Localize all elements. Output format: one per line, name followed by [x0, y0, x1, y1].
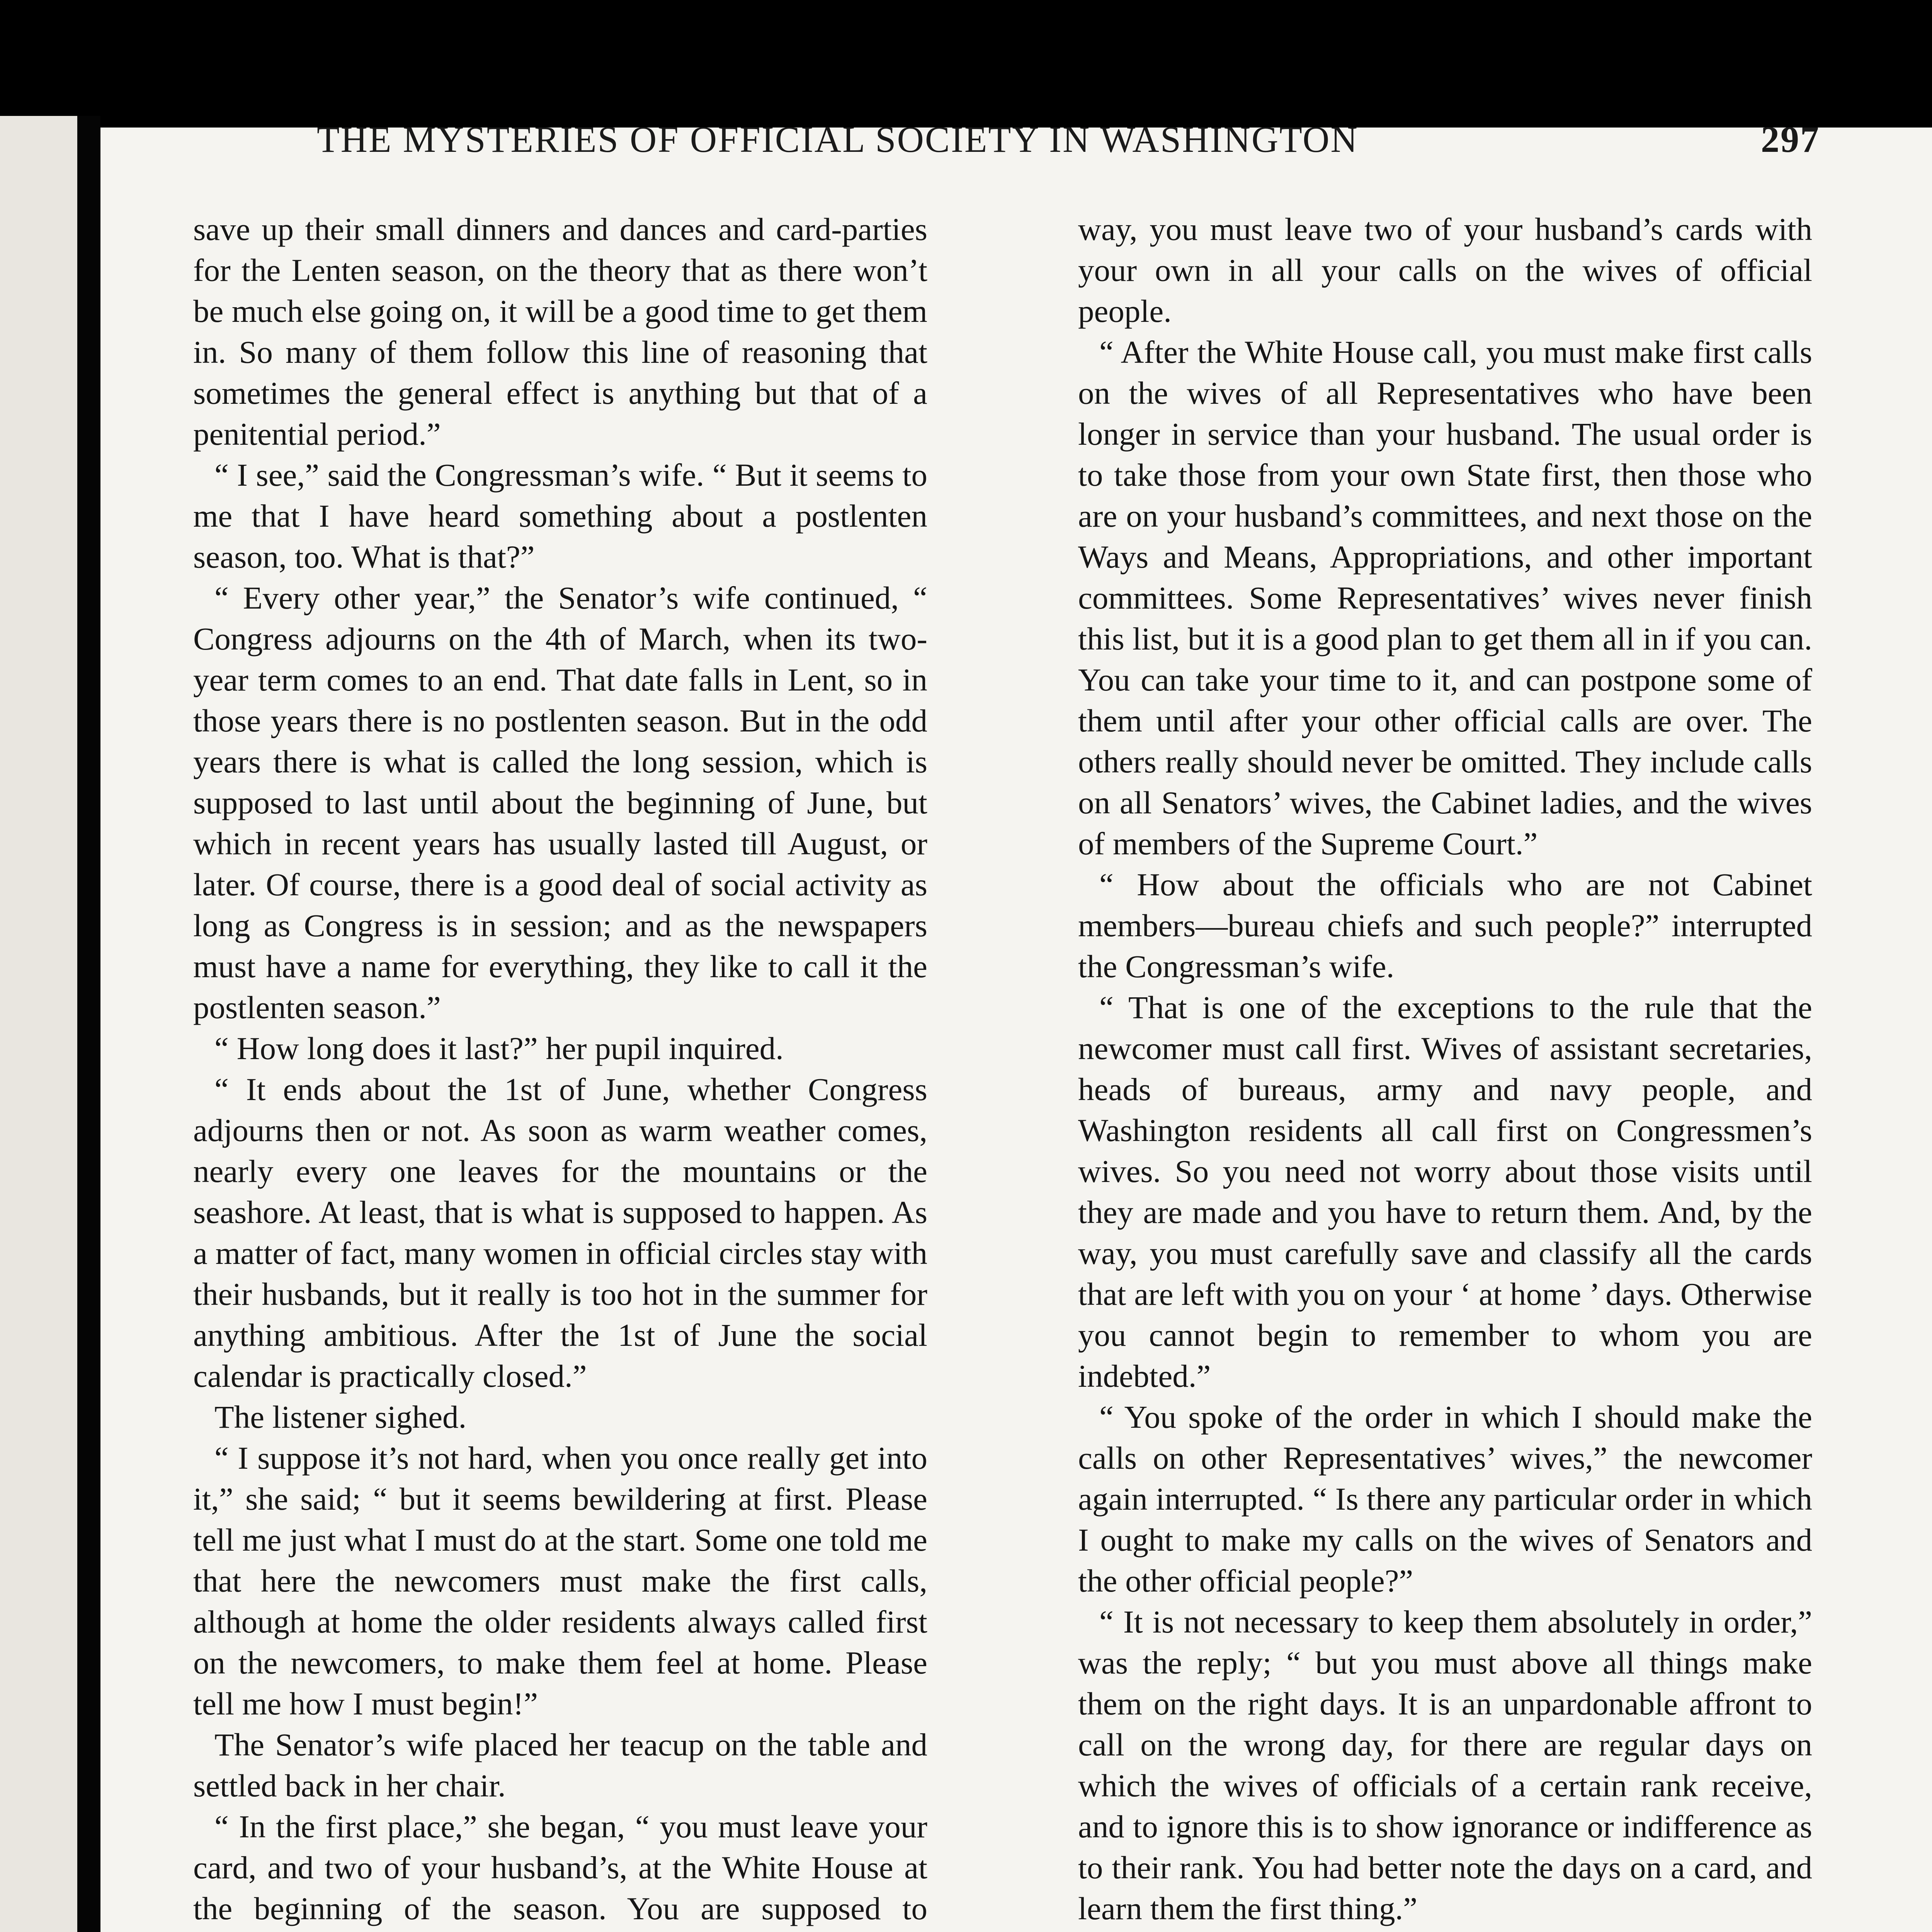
paragraph: save up their small dinners and dances and card-parties for the Lenten season, on the theory that as there won’t be much else going on, it will be a good time to get them in. So many of them follow this line of reasoning that sometimes the general effect is anything but that of a penitential period.” — [193, 211, 927, 452]
paragraph: “ How long does it last?” her pupil inquired. — [214, 1031, 784, 1066]
paragraph: The listener sighed. — [214, 1399, 467, 1435]
paragraph: The Senator’s wife placed her teacup on the table and settled back in her chair. — [193, 1727, 927, 1803]
paragraph: “ After the White House call, you must make first calls on the wives of all Representatives who have been longer in service than your husband. The usual order is to take those from your own State first, then those who are on your husband’s committees, and next those on the Ways and Means, Appropriations, and other important committees. Some Representatives’ wives never finish this list, but it is a good plan to get them all in if you can. You can take your time to it, and can postpone some of them until after your other official calls are over. The others really should never be omitted. They include calls on all Senators’ wives, the Cabinet ladies, and the wives of members of the Supreme Court.” — [1078, 334, 1812, 861]
paragraph: way, you must leave two of your husband’s cards with your own in all your calls on the wives of official people. — [1078, 211, 1812, 329]
text-column-right — [1078, 209, 1812, 1932]
paragraph: “ How about the officials who are not Cabinet members—bureau chiefs and such people?” interrupted the Congressman’s wife. — [1078, 867, 1812, 984]
running-title: THE MYSTERIES OF OFFICIAL SOCIETY IN WASHINGTON — [317, 119, 1359, 160]
book-spine — [77, 116, 100, 1932]
paragraph — [1078, 1929, 1812, 1932]
text-column-left — [193, 209, 927, 1932]
paragraph: “ I suppose it’s not hard, when you once really get into it,” she said; “ but it seems bewildering at first. Please tell me just what I must do at the start. Some one told me that here the newcomers must make the first calls, although at home the older residents always called first on the newcomers, to make them feel at home. Please tell me how I must begin!” — [193, 1440, 927, 1721]
paragraph: “ I see,” said the Congressman’s wife. “ But it seems to me that I have heard something about a postlenten season, too. What is that?” — [193, 457, 927, 575]
paragraph: “ You spoke of the order in which I should make the calls on other Representatives’ wives,” the newcomer again interrupted. “ Is there any particular order in which I ought to make my calls on the wives of Senators and the other official people?” — [1078, 1399, 1812, 1599]
paragraph: “ That is one of the exceptions to the rule that the newcomer must call first. Wives of assistant secretaries, heads of bureaus, army and navy people, and Washington residents all call first on Congressmen’s wives. So you need not worry about those visits until they are made and you have to return them. And, by the way, you must carefully save and classify all the cards that are left with you on your ‘ at home ’ days. Otherwise you cannot begin to remember to whom you are indebted.” — [1078, 990, 1813, 1394]
paragraph: “ In the first place,” she began, “ you must leave your card, and two of your husband’s, at the White House at the beginning of the season. You are supposed to — [193, 1809, 927, 1926]
paragraph: “ It is not necessary to keep them absolutely in order,” was the reply; “ but you must above all things make them on the right days. It is an unpardonable affront to call on the wrong day, for there are regular days on which the wives of officials of a certain rank receive, and to ignore this is to show ignorance or indifference as to their rank. You had better note the days on a card, and learn them the first thing.” — [1078, 1604, 1812, 1926]
paragraph: “ Every other year,” the Senator’s wife continued, “ Congress adjourns on the 4th of March, when its two-year term comes to an end. That date falls in Lent, so in those years there is no postlenten season. But in the odd years there is what is called the long session, which is supposed to last until about the beginning of June, but which in recent years has usually lasted till August, or later. Of course, there is a good deal of social activity as long as Congress is in session; and as the newspapers must have a name for everything, they like to call it the postlenten season.” — [193, 580, 927, 1025]
page-number: 297 — [1761, 119, 1820, 160]
paragraph: “ It ends about the 1st of June, whether Congress adjourns then or not. As soon as warm weather comes, nearly every one leaves for the mountains or the seashore. At least, that is what is supposed to happen. As a matter of fact, many women in official circles stay with their husbands, but it really is too hot in the summer for anything ambitious. After the 1st of June the social calendar is practically closed.” — [193, 1071, 927, 1394]
facing-page-edge — [0, 116, 77, 1932]
running-header — [317, 118, 1820, 161]
